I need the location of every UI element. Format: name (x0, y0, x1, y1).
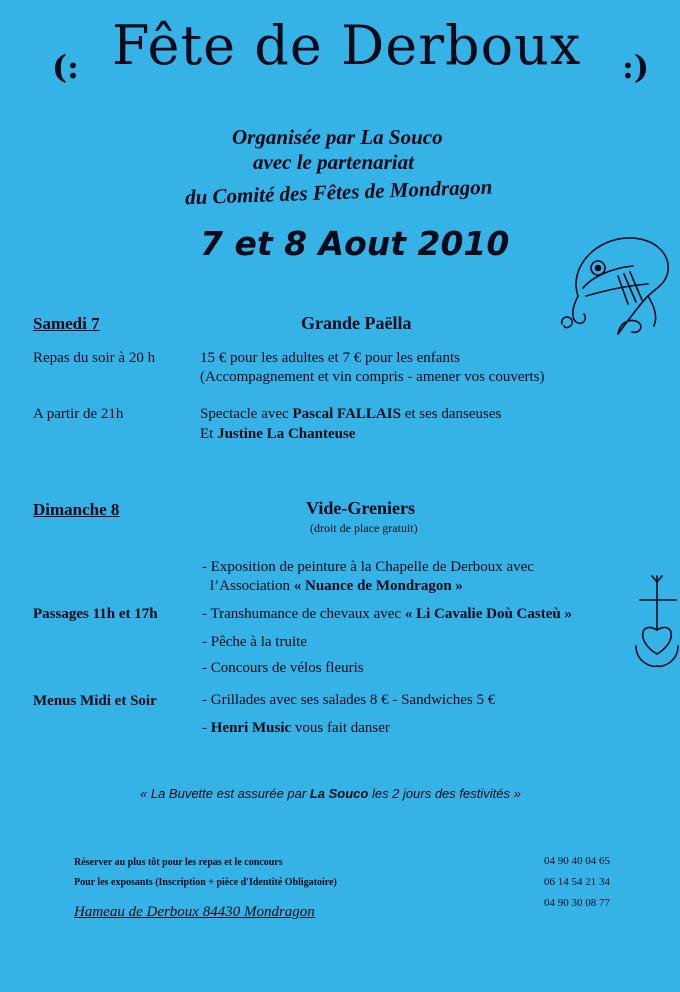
buvette-notice: « La Buvette est assurée par La Souco les 2 jours des festivités » (140, 786, 521, 801)
organizer-line-2: avec le partenariat (253, 150, 414, 174)
footer-reserve-text: Réserver au plus tôt pour les repas et le concours (74, 857, 283, 868)
sunday-section-subtitle: (droit de place gratuit) (310, 521, 418, 535)
saturday-row-1-line-2: (Accompagnement et vin compris - amener vos couverts) (200, 369, 545, 385)
organizer-line-3: du Comité des Fêtes de Mondragon (184, 174, 493, 210)
smiley-left: (: (52, 48, 79, 86)
footer-exposants-text: Pour les exposants (Inscription + pièce d'Identité Obligatoire) (74, 877, 337, 888)
saturday-row-1-line-1: 15 € pour les adultes et 7 € pour les enfants (200, 350, 460, 366)
sunday-item-2: - Transhumance de chevaux avec « Li Cavalie Doù Casteù » (202, 606, 572, 622)
page-title: Fête de Derboux (112, 14, 582, 77)
sunday-item-4: - Concours de vélos fleuris (202, 660, 364, 676)
saturday-section-title: Grande Paëlla (301, 313, 412, 333)
sunday-item-1-line-2: l’Association « Nuance de Mondragon » (210, 578, 463, 594)
sunday-item-6: - Henri Music vous fait danser (202, 720, 390, 736)
shrimp-drawing-icon (558, 226, 676, 346)
saturday-row-2-line-2: Et Justine La Chanteuse (200, 426, 356, 442)
sunday-item-5: - Grillades avec ses salades 8 € - Sandwiches 5 € (202, 692, 496, 708)
sunday-passages-time: Passages 11h et 17h (33, 606, 158, 622)
saturday-day-label: Samedi 7 (33, 314, 100, 333)
saturday-row-2-line-1: Spectacle avec Pascal FALLAIS et ses danseuses (200, 406, 502, 422)
sunday-item-3: - Pêche à la truite (202, 634, 307, 650)
saturday-row-1-time: Repas du soir à 20 h (33, 350, 156, 366)
phone-number-3: 04 90 30 08 77 (544, 897, 610, 909)
sunday-item-1-line-1: - Exposition de peinture à la Chapelle de Derboux avec (202, 559, 534, 575)
sunday-section-title: Vide-Greniers (306, 498, 415, 518)
event-dates: 7 et 8 Aout 2010 (200, 224, 510, 263)
saturday-row-2-time: A partir de 21h (33, 406, 124, 422)
footer-address: Hameau de Derboux 84430 Mondragon (74, 904, 315, 920)
camargue-cross-icon (630, 572, 680, 672)
phone-number-1: 04 90 40 04 65 (544, 855, 610, 867)
sunday-menus-time: Menus Midi et Soir (33, 693, 157, 709)
smiley-right: :) (622, 48, 649, 86)
sunday-day-label: Dimanche 8 (33, 500, 120, 519)
organizer-line-1: Organisée par La Souco (232, 125, 443, 149)
phone-number-2: 06 14 54 21 34 (544, 876, 610, 888)
